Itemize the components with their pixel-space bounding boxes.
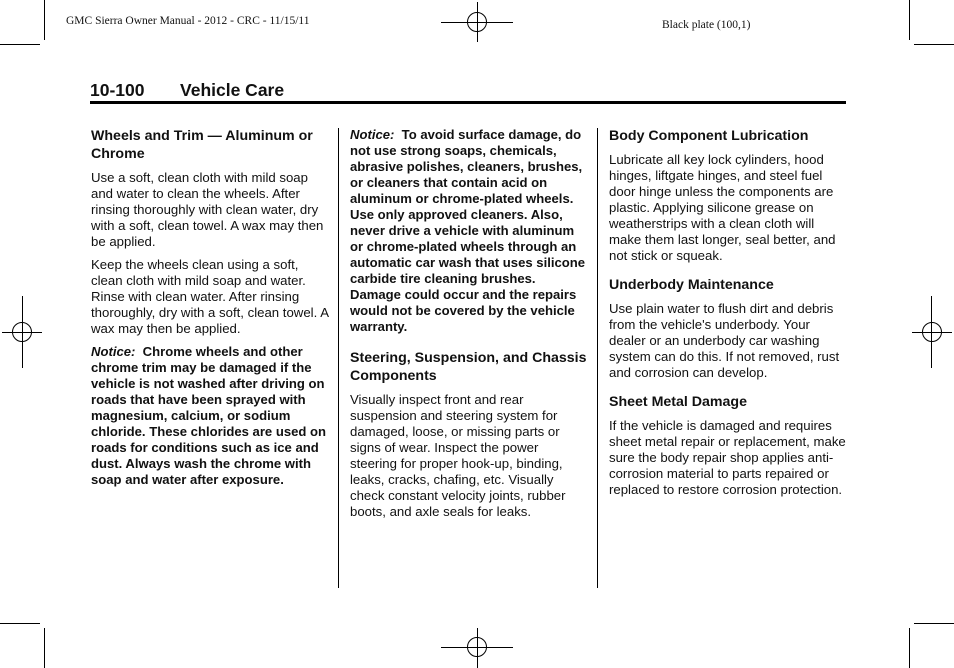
- print-slug-title: GMC Sierra Owner Manual - 2012 - CRC - 11/15/11: [66, 15, 310, 27]
- heading-wheels-trim: Wheels and Trim — Aluminum or Chrome: [91, 128, 313, 162]
- page-number: 10-100: [90, 80, 145, 100]
- crop-mark: [0, 623, 40, 624]
- notice-block: [91, 344, 329, 488]
- heading-body-lubrication: Body Component Lubrication: [609, 128, 809, 144]
- paragraph: Lubricate all key lock cylinders, hood hinges, liftgate hinges, and steel fuel door hinge unless the components are plastic. Applying silicone grease on weatherstrips with a clean cloth will make them last longer, seal better, and not stick or squeak.: [609, 152, 836, 263]
- paragraph: If the vehicle is damaged and requires sheet metal repair or replacement, make sure the body repair shop applies anti-corrosion material to parts repaired or replaced to restore corrosion protection.: [609, 418, 846, 497]
- registration-mark-icon: [2, 296, 42, 368]
- notice-label: Notice:: [350, 127, 395, 142]
- column-divider: [338, 128, 339, 588]
- column-3: [609, 127, 847, 505]
- column-divider: [597, 128, 598, 588]
- crop-mark: [909, 628, 910, 668]
- column-1: [91, 127, 329, 495]
- header-rule: [90, 101, 846, 104]
- heading-underbody: Underbody Maintenance: [609, 277, 774, 293]
- crop-mark: [909, 0, 910, 40]
- registration-mark-icon: [912, 296, 952, 368]
- crop-mark: [44, 628, 45, 668]
- paragraph: Visually inspect front and rear suspension and steering system for damaged, loose, or missing parts or signs of wear. Inspect the power steering for proper hook-up, binding, leaks, cracks, chafing, etc. Visually check constant velocity joints, rubber boots, and axle seals for leaks.: [350, 392, 566, 519]
- notice-label: Notice:: [91, 344, 136, 359]
- notice-block: [350, 127, 588, 335]
- crop-mark: [44, 0, 45, 40]
- crop-mark: [0, 44, 40, 45]
- notice-text: Chrome wheels and other chrome trim may be damaged if the vehicle is not washed after driving on roads that have been sprayed with magnesium, calcium, or sodium chloride. These chlorides are used on roads for conditions such as ice and dust. Always wash the chrome with soap and water after exposure.: [91, 344, 327, 487]
- paragraph: Keep the wheels clean using a soft, clean cloth with mild soap and water. Rinse with clean water. After rinsing thoroughly, dry with a soft, clean towel. A wax may then be applied.: [91, 257, 329, 336]
- print-slug-plate: Black plate (100,1): [662, 19, 751, 31]
- heading-sheet-metal: Sheet Metal Damage: [609, 394, 747, 410]
- heading-steering: Steering, Suspension, and Chassis Components: [350, 350, 587, 384]
- crop-mark: [914, 44, 954, 45]
- notice-text: To avoid surface damage, do not use strong soaps, chemicals, abrasive polishes, cleaners, brushes, or cleaners that contain acid on aluminum or chrome-plated wheels. Use only approved cleaners. Also, never drive a vehicle with aluminum or chrome-plated wheels through an automatic car wash that uses silicone carbide tire cleaning brushes. Damage could occur and the repairs would not be covered by the vehicle warranty.: [350, 127, 586, 334]
- crop-mark: [914, 623, 954, 624]
- registration-mark-icon: [441, 628, 513, 668]
- registration-mark-icon: [441, 2, 513, 42]
- column-2: [350, 127, 588, 527]
- section-title: Vehicle Care: [180, 80, 285, 100]
- paragraph: Use a soft, clean cloth with mild soap and water to clean the wheels. After rinsing thoroughly with clean water, dry with a soft, clean towel. A wax may then be applied.: [91, 170, 324, 249]
- paragraph: Use plain water to flush dirt and debris from the vehicle's underbody. Your dealer or an underbody car washing system can do this. If not removed, rust and corrosion can develop.: [609, 301, 840, 380]
